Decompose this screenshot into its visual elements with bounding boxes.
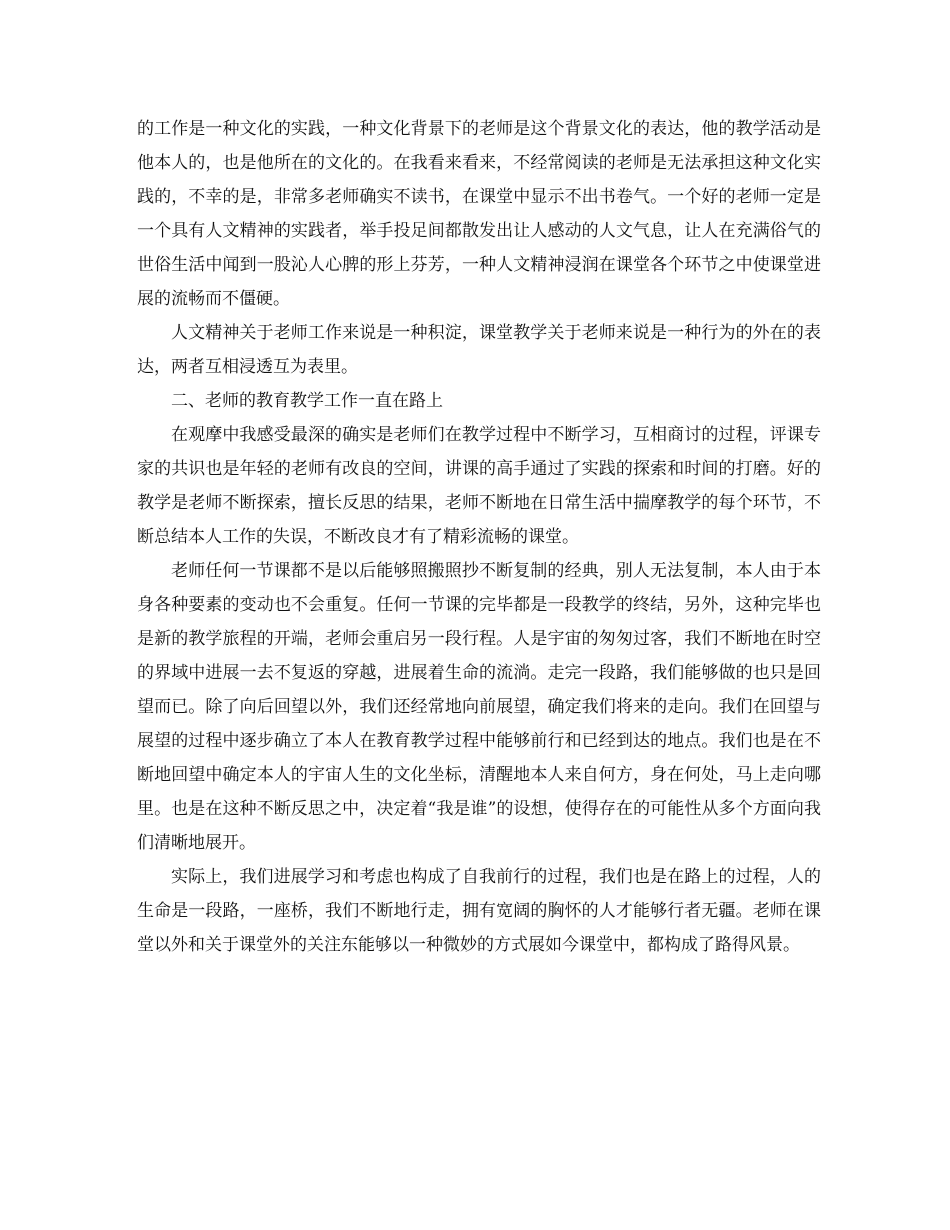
paragraph-6: 实际上，我们进展学习和考虑也构成了自我前行的过程，我们也是在路上的过程，人的生命是一段路，一座桥，我们不断地行走，拥有宽阔的胸怀的人才能够行者无疆。老师在课堂以外和关于课堂外的关注东能够以一种微妙的方式展如今课堂中，都构成了路得风景。 <box>137 867 821 955</box>
paragraph-5: 老师任何一节课都不是以后能够照搬照抄不断复制的经典，别人无法复制，本人由于本身各种要素的变动也不会重复。任何一节课的完毕都是一段教学的终结，另外，这种完毕也是新的教学旅程的开端，老师会重启另一段行程。人是宇宙的匆匆过客，我们不断地在时空的界域中进展一去不复返的穿越，进展着生命的流淌。走完一段路，我们能够做的也只是回望而已。除了向后回望以外，我们还经常地向前展望，确定我们将来的走向。我们在回望与展望的过程中逐步确立了本人在教育教学过程中能够前行和已经到达的地点。我们也是在不断地回望中确定本人的宇宙人生的文化坐标，清醒地本人来自何方，身在何处，马上走向哪里。也是在这种不断反思之中，决定着“我是谁”的设想，使得存在的可能性从多个方面向我们清晰地展开。 <box>137 561 821 853</box>
paragraph-1: 的工作是一种文化的实践，一种文化背景下的老师是这个背景文化的表达，他的教学活动是他本人的，也是他所在的文化的。在我看来看来，不经常阅读的老师是无法承担这种文化实践的，不幸的是，非常多老师确实不读书，在课堂中显示不出书卷气。一个好的老师一定是一个具有人文精神的实践者，举手投足间都散发出让人感动的人文气息，让人在充满俗气的世俗生活中闻到一股沁人心脾的形上芬芳，一种人文精神浸润在课堂各个环节之中使课堂进展的流畅而不僵硬。 <box>137 119 821 309</box>
paragraph-2: 人文精神关于老师工作来说是一种积淀，课堂教学关于老师来说是一种行为的外在的表达，两者互相浸透互为表里。 <box>137 323 821 377</box>
section-heading: 二、老师的教育教学工作一直在路上 <box>171 391 443 411</box>
paragraph-4: 在观摩中我感受最深的确实是老师们在教学过程中不断学习，互相商讨的过程，评课专家的共识也是年轻的老师有改良的空间，讲课的高手通过了实践的探索和时间的打磨。好的教学是老师不断探索，擅长反思的结果，老师不断地在日常生活中揣摩教学的每个环节，不断总结本人工作的失误，不断改良才有了精彩流畅的课堂。 <box>137 425 821 547</box>
document-body <box>137 112 821 962</box>
